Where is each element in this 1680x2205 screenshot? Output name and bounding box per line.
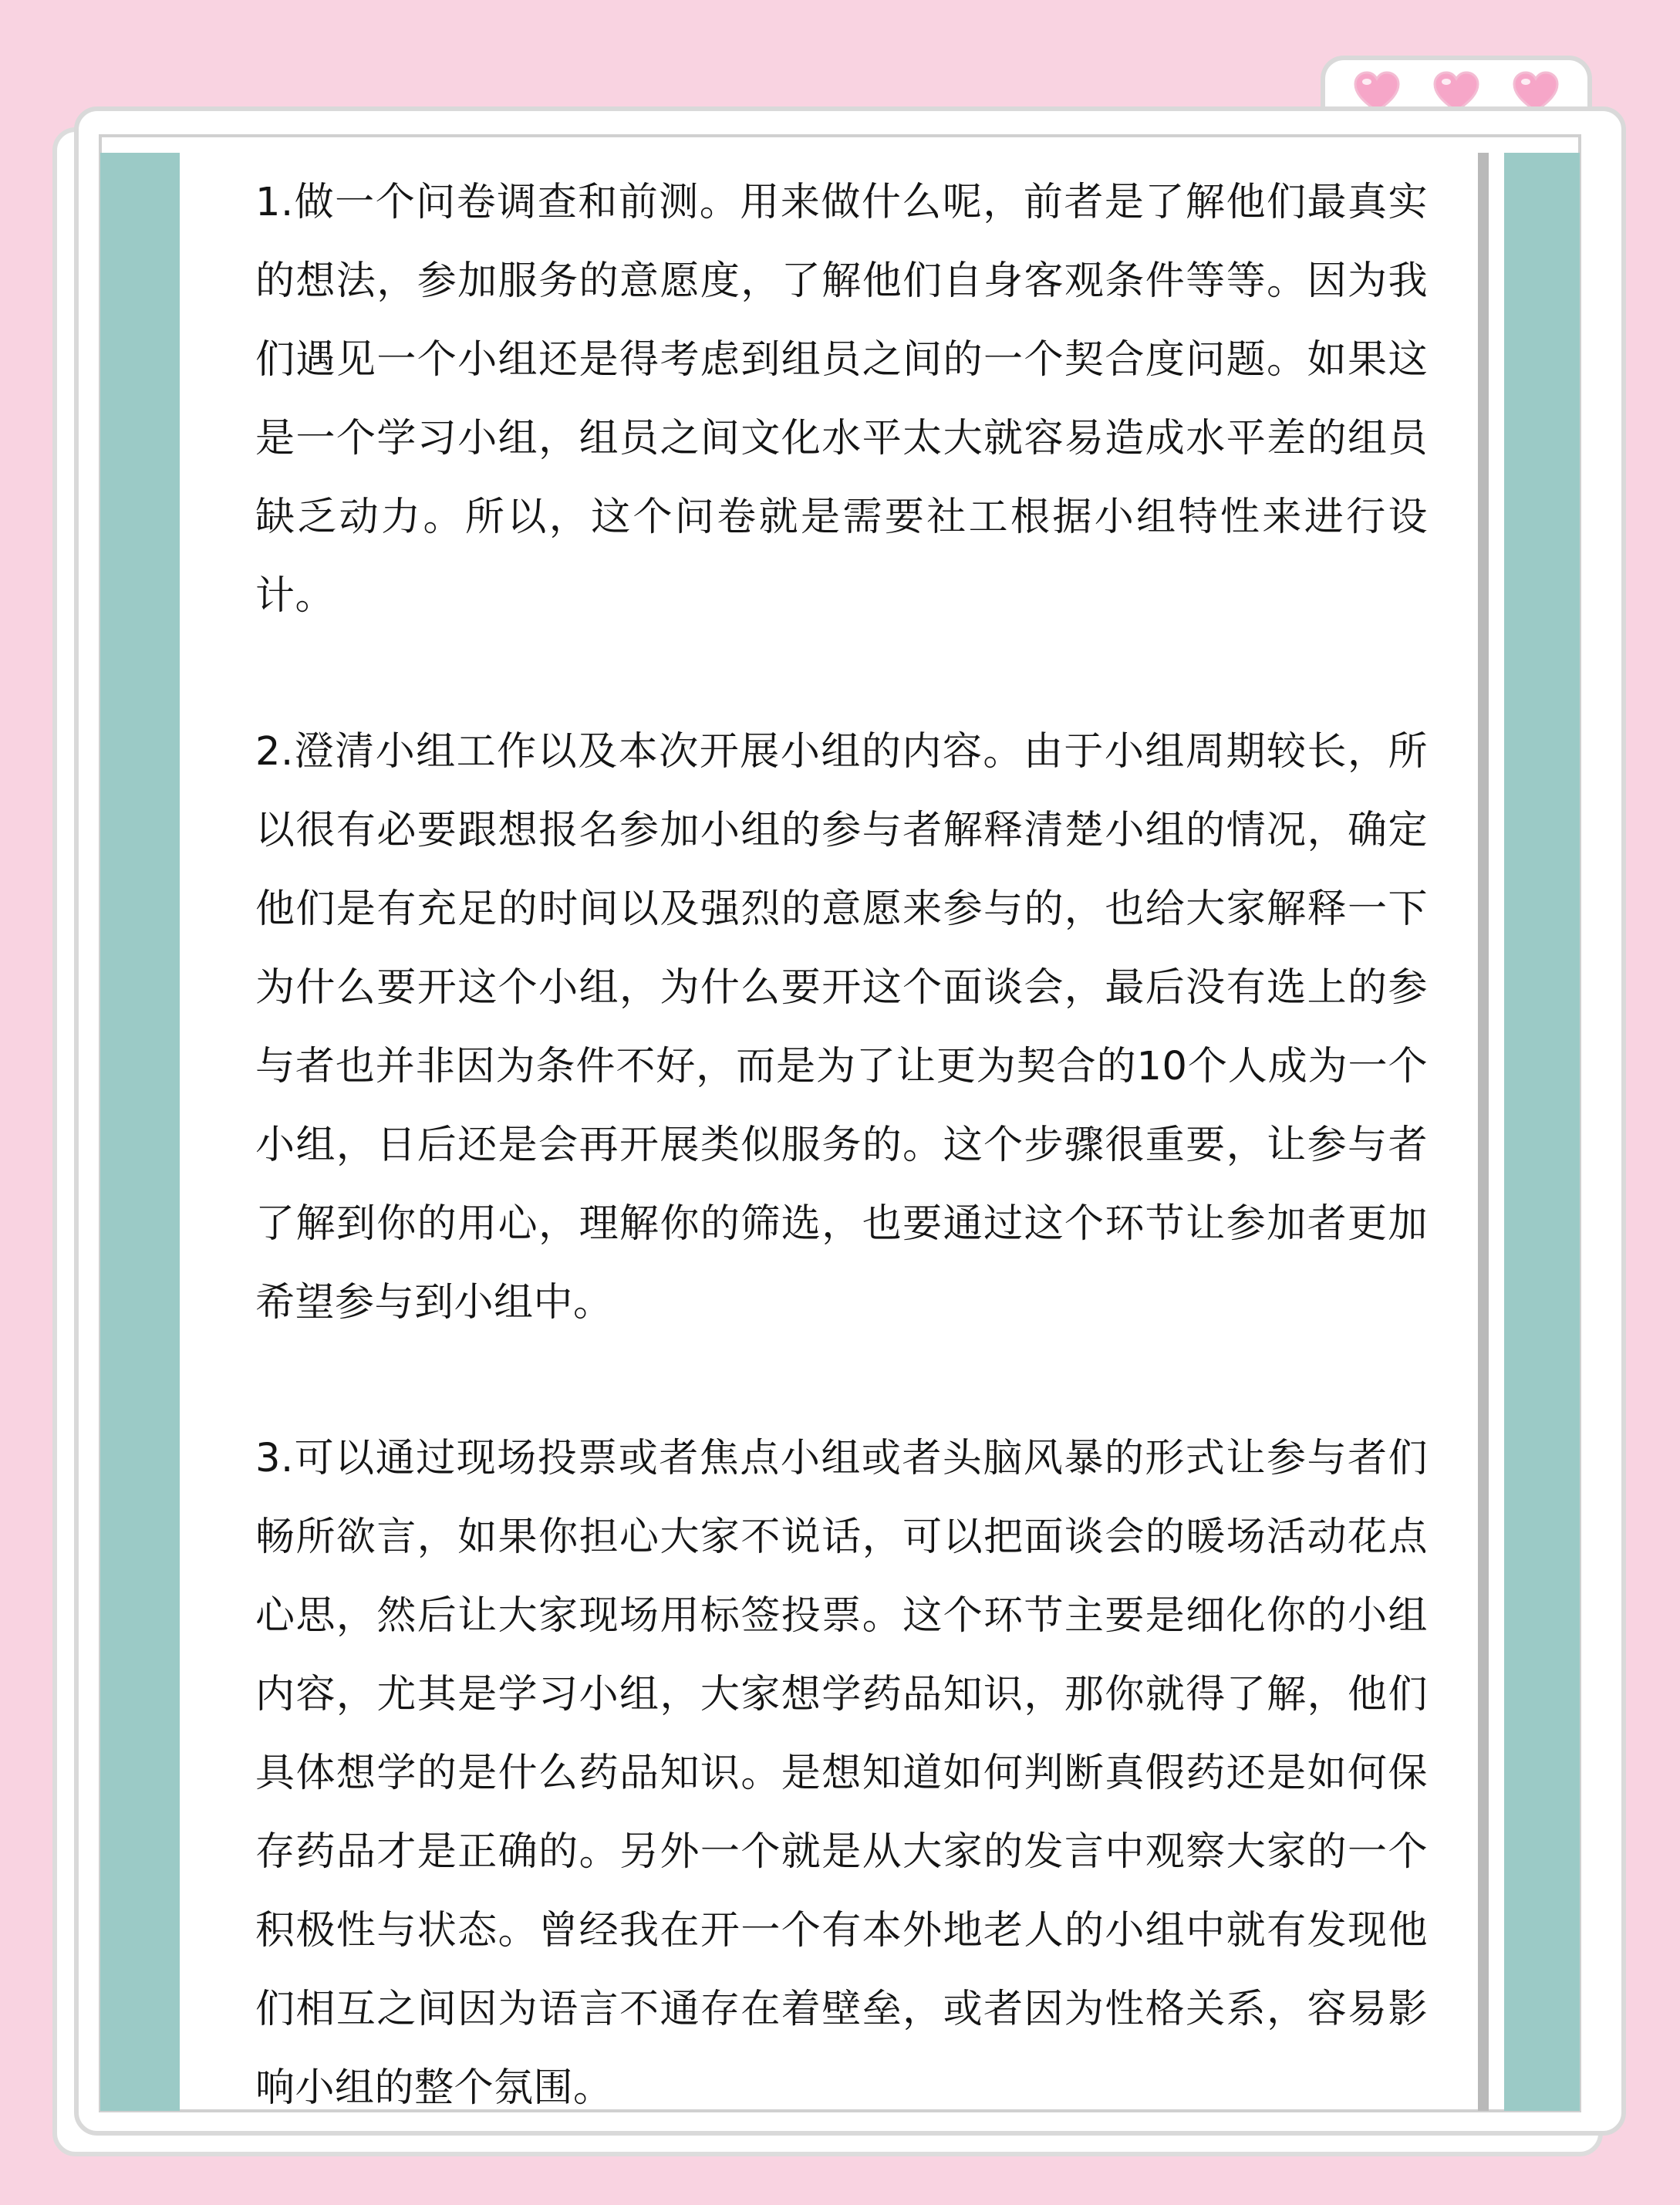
text-content [255,164,1428,2205]
left-side-bar [100,153,180,2111]
paragraph-2: 2.澄清小组工作以及本次开展小组的内容。由于小组周期较长，所以很有必要跟想报名参加小组的参与者解释清楚小组的情况，确定他们是有充足的时间以及强烈的意愿来参与的，也给大家解释一下为什么要开这个小组，为什么要开这个面谈会，最后没有选上的参与者也并非因为条件不好，而是为了让更为契合的10个人成为一个小组，日后还是会再开展类似服务的。这个步骤很重要，让参与者了解到你的用心，理解你的筛选，也要通过这个环节让参加者更加希望参与到小组中。 [255,729,1428,1325]
right-divider-line [1478,153,1489,2111]
right-side-bar [1504,153,1580,2111]
paragraph-1: 1.做一个问卷调查和前测。用来做什么呢，前者是了解他们最真实的想法，参加服务的意愿度，了解他们自身客观条件等等。因为我们遇见一个小组还是得考虑到组员之间的一个契合度问题。如果这是一个学习小组，组员之间文化水平太大就容易造成水平差的组员缺乏动力。所以，这个问卷就是需要社工根据小组特性来进行设计。 [255,180,1428,619]
paragraph-3: 3.可以通过现场投票或者焦点小组或者头脑风暴的形式让参与者们畅所欲言，如果你担心大家不说话，可以把面谈会的暖场活动花点心思，然后让大家现场用标签投票。这个环节主要是细化你的小组内容，尤其是学习小组，大家想学药品知识，那你就得了解，他们具体想学的是什么药品知识。是想知道如何判断真假药还是如何保存药品才是正确的。另外一个就是从大家的发言中观察大家的一个积极性与状态。曾经我在开一个有本外地老人的小组中就有发现他们相互之间因为语言不通存在着壁垒，或者因为性格关系，容易影响小组的整个氛围。 [255,1436,1428,2111]
